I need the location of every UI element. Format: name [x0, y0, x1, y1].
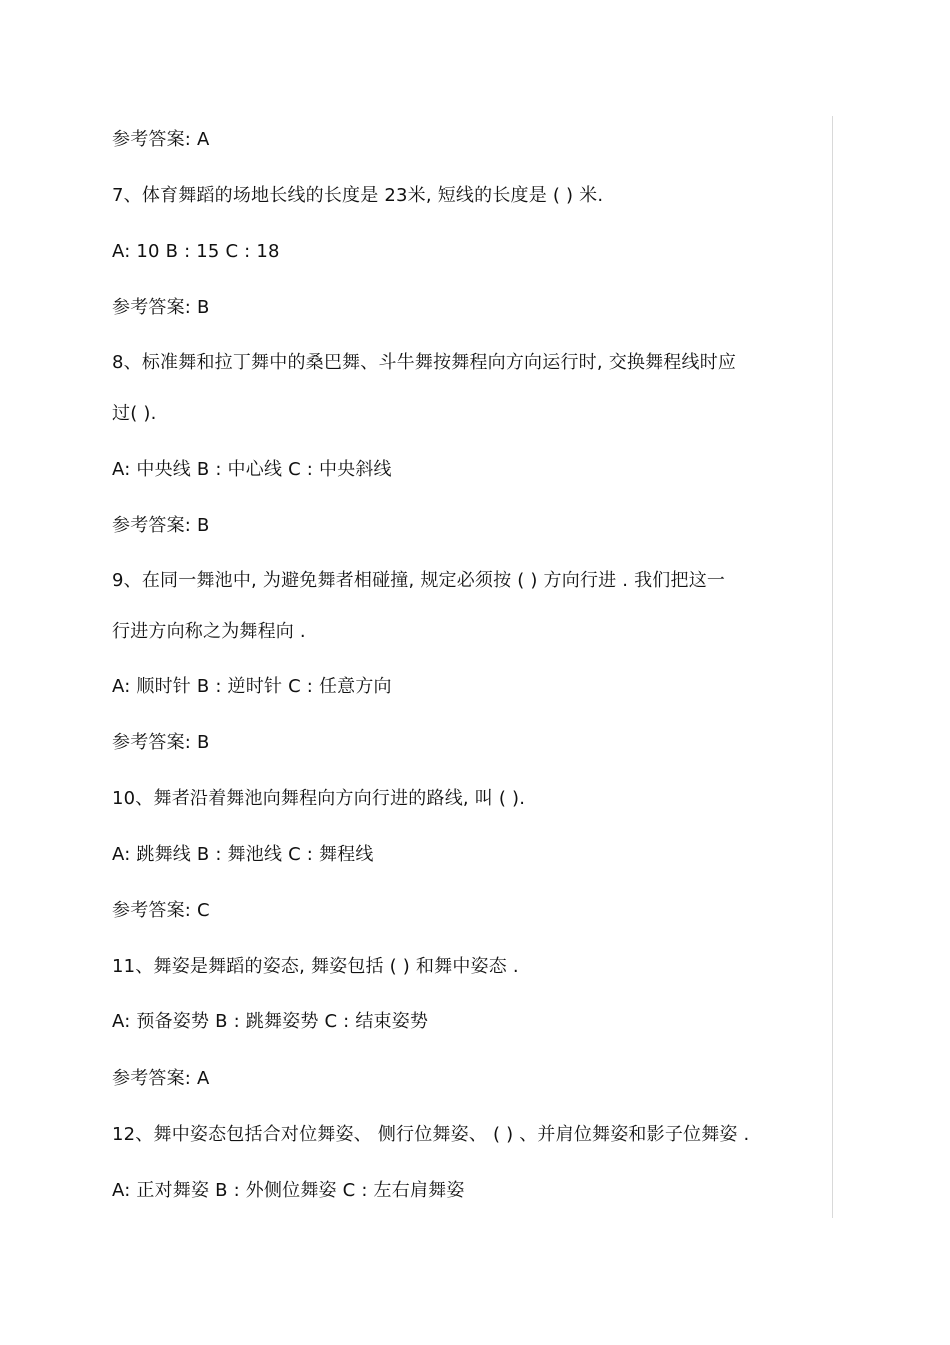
options-12: A: 正对舞姿 B : 外侧位舞姿 C : 左右肩舞姿: [112, 1180, 465, 1201]
question-8-line2: 过( ).: [112, 403, 157, 424]
options-11: A: 预备姿势 B : 跳舞姿势 C : 结束姿势: [112, 1011, 429, 1032]
answer-11: 参考答案: A: [112, 1068, 210, 1089]
question-9-line1: 9、在同一舞池中, 为避免舞者相碰撞, 规定必须按 ( ) 方向行进 . 我们把这一: [112, 570, 726, 591]
options-9: A: 顺时针 B : 逆时针 C : 任意方向: [112, 676, 392, 697]
answer-7: 参考答案: B: [112, 297, 210, 318]
question-9-line2: 行进方向称之为舞程向 .: [112, 621, 306, 642]
answer-10: 参考答案: C: [112, 900, 210, 921]
answer-8: 参考答案: B: [112, 515, 210, 536]
options-8: A: 中央线 B : 中心线 C : 中央斜线: [112, 459, 392, 480]
question-8-line1: 8、标准舞和拉丁舞中的桑巴舞、斗牛舞按舞程向方向运行时, 交换舞程线时应: [112, 352, 737, 373]
question-12: 12、舞中姿态包括合对位舞姿、 侧行位舞姿、 ( ) 、并肩位舞姿和影子位舞姿 .: [112, 1124, 750, 1145]
question-7: 7、体育舞蹈的场地长线的长度是 23米, 短线的长度是 ( ) 米.: [112, 185, 604, 206]
options-7: A: 10 B : 15 C : 18: [112, 241, 280, 262]
options-10: A: 跳舞线 B : 舞池线 C : 舞程线: [112, 844, 374, 865]
question-10: 10、舞者沿着舞池向舞程向方向行进的路线, 叫 ( ).: [112, 788, 526, 809]
answer-9: 参考答案: B: [112, 732, 210, 753]
question-11: 11、舞姿是舞蹈的姿态, 舞姿包括 ( ) 和舞中姿态 .: [112, 956, 519, 977]
right-margin-rule: [832, 116, 833, 1218]
answer-6: 参考答案: A: [112, 129, 210, 150]
